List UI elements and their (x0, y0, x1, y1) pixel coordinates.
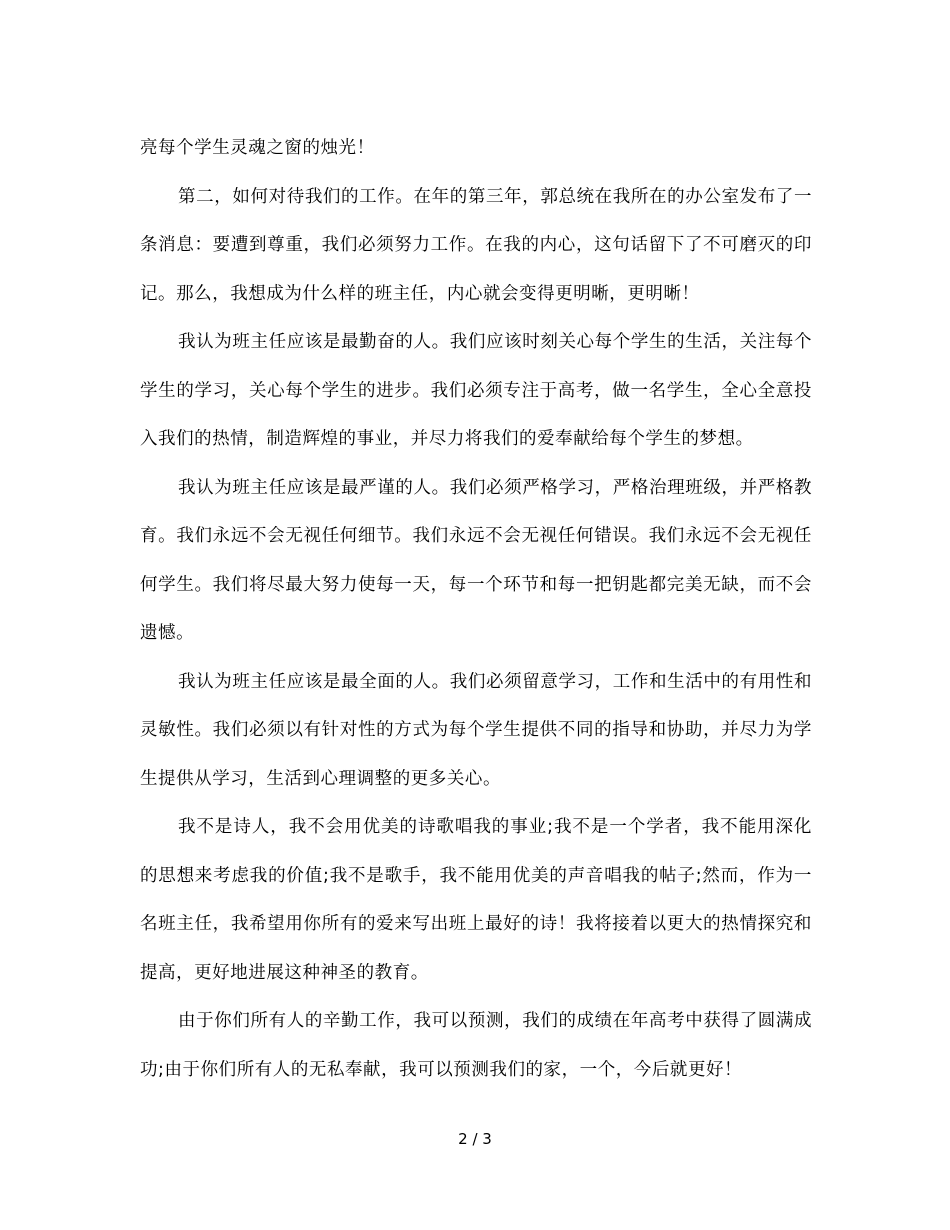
paragraph-1: 亮每个学生灵魂之窗的烛光！ (140, 138, 375, 158)
page-number: 2 / 3 (458, 1130, 492, 1148)
paragraph-7: 由于你们所有人的辛勤工作，我可以预测，我们的成绩在年高考中获得了圆满成功;由于你们所有人的无私奉献，我可以预测我们的家，一个，今后就更好！ (140, 1011, 812, 1080)
paragraph-5: 我认为班主任应该是最全面的人。我们必须留意学习，工作和生活中的有用性和灵敏性。我们必须以有针对性的方式为每个学生提供不同的指导和协助，并尽力为学生提供从学习，生活到心理调整的更多关心。 (140, 671, 812, 789)
document-body (140, 124, 812, 1094)
paragraph-3: 我认为班主任应该是最勤奋的人。我们应该时刻关心每个学生的生活，关注每个学生的学习，关心每个学生的进步。我们必须专注于高考，做一名学生，全心全意投入我们的热情，制造辉煌的事业，并尽力将我们的爱奉献给每个学生的梦想。 (140, 332, 812, 449)
paragraph-2: 第二，如何对待我们的工作。在年的第三年，郭总统在我所在的办公室发布了一条消息：要遭到尊重，我们必须努力工作。在我的内心，这句话留下了不可磨灭的印记。那么，我想成为什么样的班主任，内心就会变得更明晰，更明晰！ (140, 186, 812, 304)
paragraph-4: 我认为班主任应该是最严谨的人。我们必须严格学习，严格治理班级，并严格教育。我们永远不会无视任何细节。我们永远不会无视任何错误。我们永远不会无视任何学生。我们将尽最大努力使每一天，每一个环节和每一把钥匙都完美无缺，而不会遗憾。 (140, 477, 812, 643)
paragraph-6: 我不是诗人，我不会用优美的诗歌唱我的事业;我不是一个学者，我不能用深化的思想来考虑我的价值;我不是歌手，我不能用优美的声音唱我的帖子;然而，作为一名班主任，我希望用你所有的爱来写出班上最好的诗！我将接着以更大的热情探究和提高，更好地进展这种神圣的教育。 (140, 817, 812, 983)
